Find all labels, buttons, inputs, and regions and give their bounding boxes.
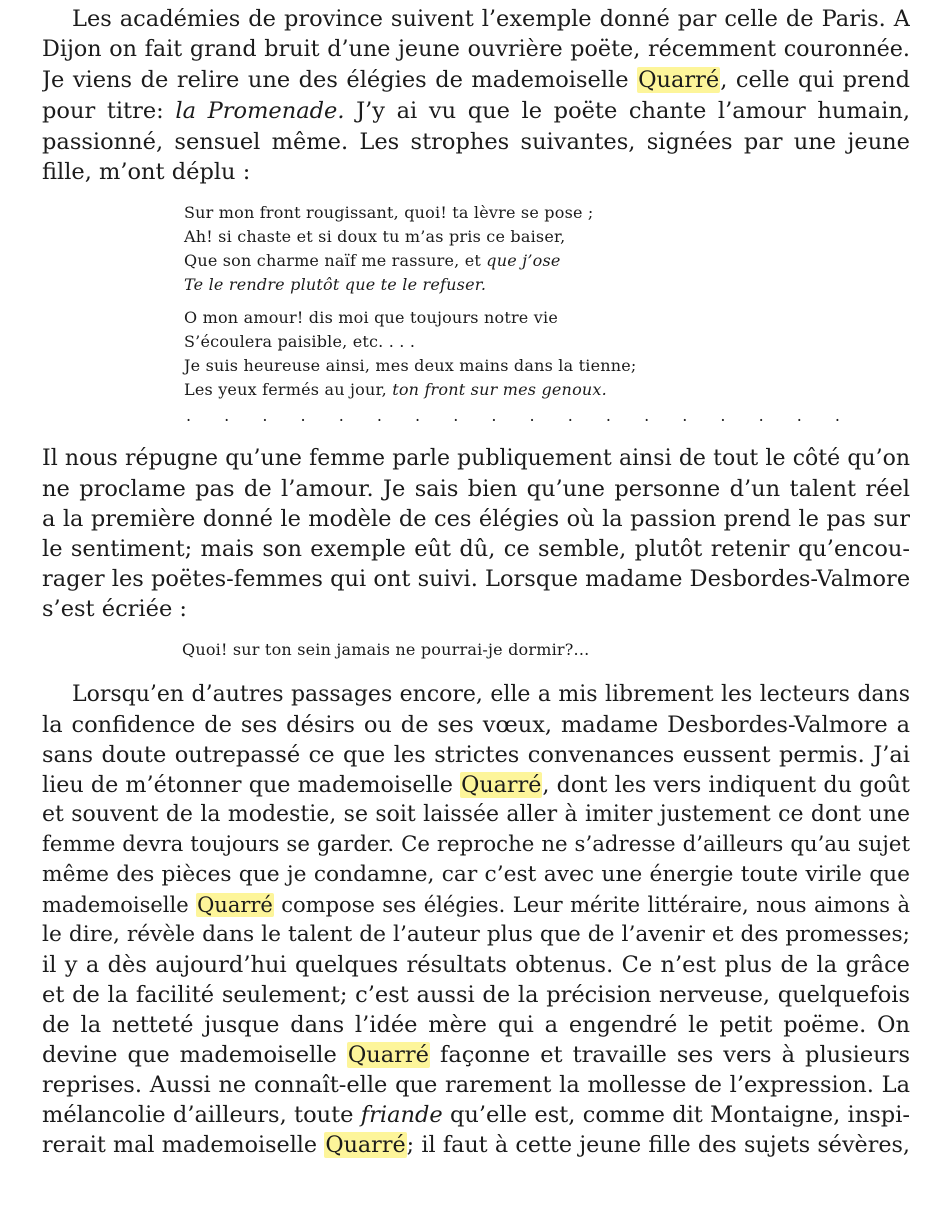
text-segment: Dijon on fait grand bruit d’une jeune ouvrière poëte, récemment couronnée.: [42, 36, 910, 62]
text-segment: pour titre:: [42, 98, 176, 124]
text-segment: le dire, révèle dans le talent de l’auteur plus que de l’avenir et des promesses;: [42, 922, 910, 947]
text-line: [42, 1130, 910, 1160]
italic-text: que j’ose: [486, 251, 561, 270]
text-segment: de la netteté jusque dans l’idée mère qui a engendré le petit poëme. On: [42, 1012, 910, 1038]
text-line: [72, 680, 910, 710]
italic-text: Te le rendre plutôt que te le refuser.: [184, 275, 487, 294]
text-line: [42, 980, 910, 1010]
text-segment: a la première donné le modèle de ces élégies où la passion prend le pas sur: [42, 506, 910, 532]
text-line: [72, 4, 910, 34]
text-line: [42, 830, 910, 860]
highlighted-name: Quarré: [325, 1132, 406, 1158]
text-line: [42, 534, 910, 564]
text-segment: et de la facilité seulement; c’est aussi de la précision nerveuse, quelquefois: [42, 982, 910, 1008]
text-segment: qu’elle est, comme dit Montaigne, inspi-: [442, 1102, 910, 1128]
text-segment: Ah! si chaste et si doux tu m’as pris ce baiser,: [184, 227, 566, 246]
text-segment: rager les poëtes-femmes qui ont suivi. Lorsque madame Desbordes-Valmore: [42, 566, 910, 592]
text-segment: O mon amour! dis moi que toujours notre vie: [184, 308, 558, 327]
verse-line: [184, 250, 561, 272]
highlighted-name: Quarré: [347, 1042, 429, 1068]
highlighted-name: Quarré: [638, 67, 720, 93]
text-line: [42, 950, 910, 980]
text-segment: compose ses élégies. Leur mérite littéraire, nous aimons à: [273, 893, 910, 917]
text-segment: il y a dès aujourd’hui quelques résultats obtenus. Ce n’est plus de la grâce: [42, 952, 910, 978]
ellipsis-line: . . . . . . . . . . . . . . . . . .: [186, 406, 855, 425]
highlighted-name: Quarré: [197, 893, 273, 917]
verse-quote: Quoi! sur ton sein jamais ne pourrai-je dormir?...: [182, 640, 590, 659]
text-segment: rerait mal mademoiselle: [42, 1132, 325, 1158]
text-segment: Il nous répugne qu’une femme parle publiquement ainsi de tout le côté qu’on: [42, 446, 910, 471]
text-line: [42, 1100, 910, 1130]
text-segment: lieu de m’étonner que mademoiselle: [42, 772, 461, 798]
text-segment: Que son charme naïf me rassure, et: [184, 251, 487, 270]
text-segment: J’y ai vu que le poëte chante l’amour humain,: [344, 98, 910, 124]
text-segment: Lorsqu’en d’autres passages encore, elle a mis librement les lecteurs dans: [72, 682, 910, 707]
italic-text: ton front sur mes genoux.: [392, 380, 607, 399]
text-segment: ; il faut à cette jeune fille des sujets sévères,: [406, 1132, 910, 1158]
verse-line: [184, 307, 558, 329]
text-segment: femme devra toujours se garder. Ce reproche ne s’adresse d’ailleurs qu’au sujet: [42, 832, 910, 857]
text-line: [42, 96, 910, 126]
text-segment: fille, m’ont déplu :: [42, 159, 251, 185]
text-segment: reprises. Aussi ne connaît-elle que rarement la mollesse de l’expression. La: [42, 1072, 910, 1098]
text-segment: façonne et travaille ses vers à plusieurs: [430, 1042, 910, 1068]
text-line: [42, 920, 910, 950]
text-line: [42, 710, 910, 740]
text-line: [42, 444, 910, 474]
italic-text: la Promenade.: [175, 98, 345, 124]
text-line: [42, 1040, 910, 1070]
text-segment: s’est écriée :: [42, 596, 187, 622]
text-segment: Je viens de relire une des élégies de mademoiselle: [42, 67, 638, 93]
text-line: [42, 594, 910, 624]
text-segment: la confidence de ses désirs ou de ses vœux, madame Desbordes-Valmore a: [42, 712, 910, 738]
text-segment: ne proclame pas de l’amour. Je sais bien qu’une personne d’un talent réel: [42, 476, 910, 502]
text-segment: sans doute outrepassé ce que les strictes convenances eussent permis. J’ai: [42, 742, 910, 768]
text-segment: Les académies de province suivent l’exemple donné par celle de Paris. A: [72, 6, 910, 32]
text-line: [42, 800, 910, 830]
text-segment: Je suis heureuse ainsi, mes deux mains dans la tienne;: [184, 356, 637, 375]
text-line: [42, 127, 910, 157]
text-line: [42, 770, 910, 800]
text-line: [42, 740, 910, 770]
text-segment: même des pièces que je condamne, car c’est avec une énergie toute virile que: [42, 862, 910, 887]
text-segment: S’écoulera paisible, etc. . . .: [184, 332, 416, 351]
text-segment: , celle qui prend: [720, 67, 910, 93]
text-line: [42, 564, 910, 594]
italic-text: friande: [360, 1102, 443, 1128]
text-line: [42, 860, 910, 890]
highlighted-name: Quarré: [461, 772, 542, 798]
verse-line: [184, 331, 415, 353]
text-line: [42, 504, 910, 534]
verse-line: [184, 202, 594, 224]
text-line: [42, 34, 910, 64]
text-segment: Les yeux fermés au jour,: [184, 380, 393, 399]
verse-line: [184, 379, 607, 401]
verse-line: [184, 355, 637, 377]
text-line: [42, 890, 910, 920]
text-segment: et souvent de la modestie, se soit laissée aller à imiter justement ce dont une: [42, 802, 910, 827]
verse-line: [184, 226, 565, 248]
verse-line: [184, 274, 486, 296]
text-line: [42, 1010, 910, 1040]
text-segment: mademoiselle: [42, 893, 197, 917]
text-segment: Sur mon front rougissant, quoi! ta lèvre se pose ;: [184, 203, 594, 222]
text-segment: mélancolie d’ailleurs, toute: [42, 1102, 361, 1128]
text-segment: passionné, sensuel même. Les strophes suivantes, signées par une jeune: [42, 129, 910, 155]
text-segment: le sentiment; mais son exemple eût dû, ce semble, plutôt retenir qu’encou-: [42, 536, 910, 562]
text-line: [42, 65, 910, 95]
text-segment: , dont les vers indiquent du goût: [542, 772, 910, 798]
text-line: [42, 1070, 910, 1100]
text-line: [42, 474, 910, 504]
text-line: [42, 157, 910, 187]
text-segment: devine que mademoiselle: [42, 1042, 347, 1068]
